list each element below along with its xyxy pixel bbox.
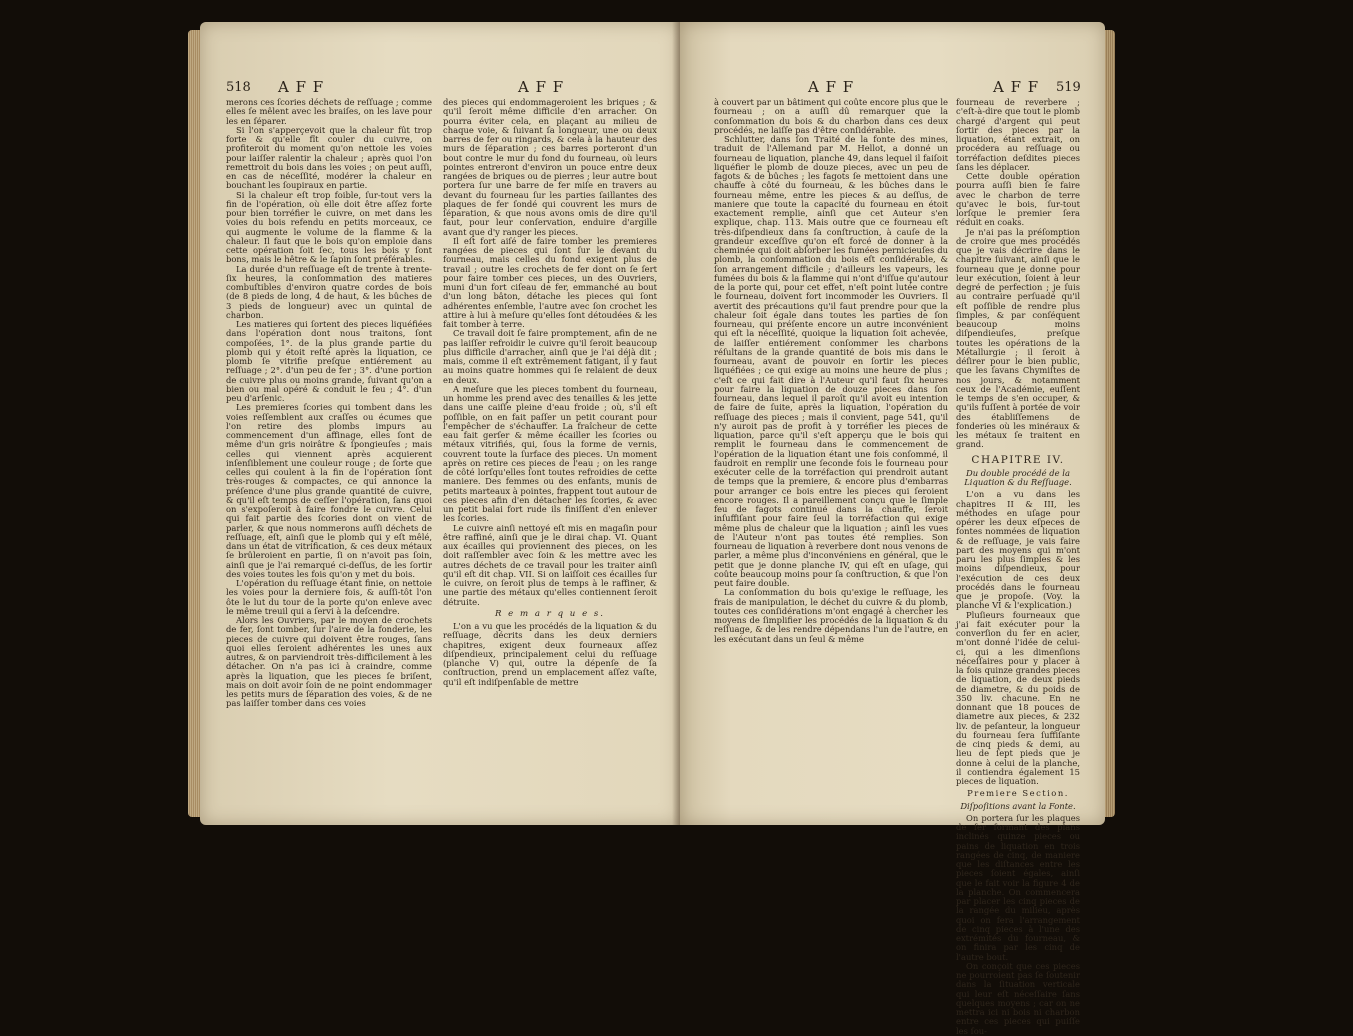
running-head-right-col2: A F F — [993, 78, 1040, 96]
paragraph: La conſommation du bois qu'exige le reſſuage, les frais de manipulation, le déchet du cuivre & du plomb, toutes ces conſidérations m'ont engagé à chercher les moyens de ſimplifier les procédés de la liquation & du reſſuage, & de les rendre dépendans l'un de l'autre, en les exécutant dans un ſeul & même — [714, 587, 948, 644]
paragraph: L'opération du reſſuage étant finie, on nettoie les voies pour la derniere fois, & auſſi-tôt l'on ôte le lut du tour de la porte qu'on enleve avec le même treuil qui a ſervi à la deſcendre. — [226, 578, 432, 616]
running-head-left-col1: A F F — [278, 78, 325, 96]
page-number-left: 518 — [226, 80, 251, 95]
paragraph: Il eſt fort aiſé de faire tomber les premieres rangées de pieces qui ſont ſur le devant du fourneau, mais celles du fond exigent plus de travail ; outre les crochets de fer dont on ſe ſert pour faire tomber ces pieces, un des Ouvriers, muni d'un fort ciſeau de fer, emmanché au bout d'un long bâton, détache les pieces qui ſont adhérentes enſemble, l'autre avec ſon crochet les attire à lui à meſure qu'elles ſont détoudées & les fait tomber à terre. — [443, 235, 657, 329]
paragraph: Cette double opération pourra auſſi bien ſe faire avec le charbon de terre qu'avec le bois, ſur-tout lorſque le premier ſera réduit en coaks. — [956, 171, 1080, 228]
paragraph: On portera ſur les plaques de fer formant des plans inclinés quinze pieces ou pains de liquation en trois rangées de cinq, de maniere que les diſtances entre les pieces ſoient égales, ainſi que le fait voir la figure 4 de la planche. On commencera par placer les cinq pieces de la rangée du milieu, après quoi on fera l'arrangement de cinq pieces à l'une des extrémités du fourneau, & on finira par les cinq de l'autre bout. — [956, 812, 1080, 962]
paragraph: Le cuivre ainſi nettoyé eſt mis en magaſin pour être raffiné, ainſi que je le dirai chap. VI. Quant aux écailles qui proviennent des pieces, on les doit raſſembler avec ſoin & les mettre avec les autres déchets de ce travail pour les traiter ainſi qu'il eſt dit chap. VII. Si on laiſſoit ces écailles ſur le cuivre, on ſeroit plus de temps à le raffiner, & une partie des métaux qu'elles contiennent ſeroit détruite. — [443, 522, 657, 607]
remarques-heading: R e m a r q u e s. — [494, 608, 606, 619]
paragraph: Les premieres ſcories qui tombent dans les voies reſſemblent aux craſſes ou écumes que l'on retire des plombs impurs au commencement d'un affinage, elles ſont de même d'un gris noirâtre & ſpongieuſes ; mais celles qui viennent après acquierent inſenſiblement une couleur rouge ; de ſorte que celles qui coulent à la fin de l'opération ſont très-rouges & compactes, ce qui annonce la préſence d'une plus grande quantité de cuivre, & qu'il eſt temps de ceſſer l'opération, ſans quoi on s'expoſeroit à faire fondre le cuivre. Celui qui fait partie des ſcories dont on vient de parler, & que nous nommerons auſſi déchets de reſſuage, eſt, ainſi que le plomb qui y eſt mêlé, dans un état de vitrification, & ces deux métaux ſe brûleroient en partie, ſi on n'avoit pas ſoin, ainſi que je l'ai remarqué ci-deſſus, de les ſortir des voies toutes les fois qu'on y met du bois. — [226, 402, 432, 579]
paragraph: à couvert par un bâtiment qui coûte encore plus que le fourneau ; on a auſſi dû remarquer que la conſommation du bois & du charbon dans ces deux procédés, ne laiſſe pas d'être conſidérable. — [714, 97, 949, 135]
paragraph: fourneau de reverbere ; c'eſt-à-dire que tout le plomb chargé d'argent qui peut ſortir des pieces par la liquation, étant extrait, on procédera au reſſuage ou torréfaction deſdites pieces ſans les déplacer. — [956, 97, 1080, 172]
page-number-right: 519 — [1056, 80, 1081, 95]
section-subtitle: Diſpoſitions avant la Fonte. — [960, 800, 1076, 811]
paragraph: L'on a vu que les procédés de la liquation & du reſſuage, décrits dans les deux derniers chapitres, exigent deux fourneaux aſſez diſpendieux, principalement celui du reſſuage (planche V) qui, outre la dépenſe de ſa conſtruction, prend un emplacement aſſez vaſte, qu'il eſt indiſpenſable de mettre — [443, 621, 657, 687]
running-head-right-col1: A F F — [808, 78, 855, 96]
paragraph: A meſure que les pieces tombent du fourneau, un homme les prend avec des tenailles & les jette dans une caiſſe pleine d'eau froide ; où, s'il eſt poſſible, on en fait paſſer un petit courant pour l'empêcher de s'échauffer. La fraîcheur de cette eau fait gerſer & même écailler les ſcories ou métaux vitrifiés, qui, ſous la forme de vernis, couvrent toute la ſurface des pieces. Un moment après on retire ces pieces de l'eau ; on les range de côté lorſqu'elles ſont toutes refroidies de cette maniere. Des femmes ou des enfants, munis de petits marteaux à pointes, frappent tout autour de ces pieces afin d'en détacher les ſcories, & avec un petit balai fort rude ils finiſſent d'en enlever les ſcories. — [443, 383, 657, 524]
paragraph: On conçoit que ces pieces ne pourroient pas ſe ſoutenir dans la ſituation verticale qui leur eſt néceſſaire ſans quelques moyens ; car on ne mettra ici ni bois ni charbon entre ces pieces qui puiſſe les ſou- — [956, 960, 1080, 1036]
right-column-2 — [956, 98, 1080, 1036]
paragraph: Je n'ai pas la préſomption de croire que mes procédés que je vais décrire dans le chapitre ſuivant, ainſi que le fourneau que je donne pour leur exécution, ſoient à leur degré de perfection ; je ſuis au contraire perſuadé qu'il eſt poſſible de rendre plus ſimples, & par conſéquent beaucoup moins diſpendieuſes, preſque toutes les opérations de la Métallurgie ; il ſeroit à déſirer pour le bien public, que les ſavans Chymiſtes de nos jours, & notamment ceux de l'Académie, euſſent le temps de s'en occuper, & qu'ils fuſſent à portée de voir des établiſſemens de fonderies où les minéraux & les métaux ſe traitent en grand. — [956, 226, 1080, 450]
left-column-1 — [226, 98, 432, 709]
paragraph: Alors les Ouvriers, par le moyen de crochets de fer, ſont tomber, ſur l'aire de la fonderie, les pieces de cuivre qui doivent être rouges, ſans quoi elles ſeroient adhérentes les unes aux autres, & on parviendroit très-difficilement à les détacher. On n'a pas ici à craindre, comme après la liquation, que les pieces ſe briſent, mais on doit avoir ſoin de ne point endommager les petits murs de ſéparation des voies, & de ne pas laiſſer tomber dans ces voies — [226, 615, 432, 709]
chapter-heading: CHAPITRE IV. — [971, 453, 1065, 466]
paragraph: merons ces ſcories déchets de reſſuage ; comme elles ſe mêlent avec les braiſes, on les lave pour les en ſéparer. — [226, 97, 432, 126]
paragraph: des pieces qui endommageroient les briques ; & qu'il ſeroit même difficile d'en arracher. On pourra éviter cela, en plaçant au milieu de chaque voie, & ſuivant ſa longueur, une ou deux barres de fer ou ringards, & cela à la hauteur des murs de ſéparation ; ces barres porteront d'un bout contre le mur du fond du fourneau, où leurs pointes entreront d'environ un pouce entre deux rangées de briques ou de pierres ; leur autre bout portera ſur une barre de fer miſe en travers au devant du fourneau ſur les parties ſaillantes des plaques de fer ſondé qui couvrent les murs de ſéparation, & que nous avons omis de dire qu'il faut, pour leur conſervation, enduire d'argille avant que d'y ranger les pieces. — [443, 97, 657, 237]
paragraph: Ce travail doit ſe faire promptement, afin de ne pas laiſſer refroidir le cuivre qu'il ſeroit beaucoup plus difficile d'arracher, ainſi que je l'ai déjà dit ; mais, comme il eſt extrêmement fatigant, il y faut au moins quatre hommes qui ſe relaient de deux en deux. — [443, 328, 657, 385]
paragraph: Schlutter, dans ſon Traité de la fonte des mines, traduit de l'Allemand par M. Hellot, a donné un fourneau de liquation, planche 49, dans lequel il faiſoit liquéfier le plomb de douze pieces, avec un peu de fagots & de bûches ; les fagots ſe mettoient dans une chauffe à côté du fourneau, & les bûches dans le fourneau même, entre les pieces & au deſſus, de maniere que toute la capacité du fourneau en étoit exactement remplie, ainſi que cet Auteur s'en explique, chap. 113. Mais outre que ce fourneau eſt très-diſpendieux dans ſa conſtruction, à cauſe de la grandeur exceſſive qu'on eſt forcé de donner à la cheminée qui doit abſorber les fumées pernicieuſes du plomb, la conſommation du bois eſt conſidérable, & ſon arrangement difficile ; d'ailleurs les vapeurs, les fumées du bois & la flamme qui n'ont d'iſſue qu'autour de la porte qui, pour cet effet, n'eſt point lutée contre le fourneau, doivent fort incommoder les Ouvriers. Il avertit des précautions qu'il faut prendre pour que la chaleur ſoit égale dans toutes les parties de ſon fourneau, qui préſente encore un autre inconvénient qui eſt la néceſſité, quoique la liquation ſoit achevée, de laiſſer entiérement conſommer les charbons réſultans de la grande quantité de bois mis dans le fourneau, avant de pouvoir en ſortir les pieces liquéfiées ; ce qui exige au moins une heure de plus ; c'eſt ce qui fait dire à l'Auteur qu'il faut ſix heures pour faire la liquation de douze pieces dans ſon fourneau, dans lequel il paroît qu'il avoit eu intention de faire de ſuite, après la liquation, l'opération du reſſuage des pieces ; mais il convient, page 541, qu'il n'y auroit pas de profit à y torréfier les pieces de liquation, parce qu'il s'eſt apperçu que le bois qui remplit le fourneau dans le commencement de l'opération de la liquation étant une fois conſommé, il faudroit en remplir une ſeconde fois le fourneau pour exécuter celle de la torréfaction qui prendroit autant de temps que la premiere, & encore plus d'embarras pour arranger ce bois entre les pieces qui ſeroient encore rouges. Il a pareillement conçu que le ſimple feu de fagots continué dans la chauffe, ſeroit inſuffiſant pour faire ſeul la torréfaction qui exige même plus de chaleur que la liquation ; ainſi les vues de l'Auteur n'ont pas toutes été remplies. Son fourneau de liquation à reverbere dont nous venons de parler, a même plus d'inconvéniens en général, que le petit que je donne planche IV, qui eſt en uſage, qui coûte beaucoup moins pour ſa conſtruction, & que l'on peut faire double. — [714, 134, 948, 588]
paragraph: Les matieres qui ſortent des pieces liquéfiées dans l'opération dont nous traitons, ſont compoſées, 1°. de la plus grande partie du plomb qui y étoit reſté après la liquation, ce plomb ſe vitrifie preſque entiérement au reſſuage ; 2°. d'un peu de fer ; 3°. d'une portion de cuivre plus ou moins grande, ſuivant qu'on a bien ou mal opéré & conduit le feu ; 4°. d'un peu d'arſenic. — [226, 319, 432, 403]
chapter-subtitle: Du double procédé de la Liquation & du Reſſuage. — [964, 467, 1072, 487]
paragraph: L'on a vu dans les chapitres II & III, les méthodes en uſage pour opérer les deux eſpeces de fontes nommées de liquation & de reſſuage, je vais faire part des moyens qui m'ont paru les plus ſimples & les moins diſpendieux, pour l'exécution de ces deux procédés dans le fourneau que je propoſe. (Voy. la planche VI & l'explication.) — [956, 489, 1080, 611]
paragraph: Si la chaleur eſt trop foible, ſur-tout vers la fin de l'opération, où elle doit être aſſez forte pour bien torréfier le cuivre, on met dans les voies du bois refendu en petits morceaux, ce qui augmente le volume de la flamme & la chaleur. Il faut que le bois qu'on emploie dans cette opération ſoit ſec, tous les bois y ſont bons, mais le hêtre & le ſapin ſont préférables. — [226, 189, 432, 265]
section-heading: Premiere Section. — [967, 788, 1069, 799]
right-page — [680, 22, 1105, 1036]
paragraph: Si l'on s'apperçevoit que la chaleur fût trop forte & qu'elle fît couler du cuivre, on profiteroit du moment qu'on nettoie les voies pour laiſſer ralentir la chaleur ; après quoi l'on remettroit du bois dans les voies ; on peut auſſi, en cas de néceſſité, modérer la chaleur en bouchant les ſoupiraux en partie. — [226, 124, 432, 191]
paragraph: Pluſieurs fourneaux que j'ai fait exécuter pour la converſion du fer en acier, m'ont donné l'idée de celui-ci, qui a les dimenſions néceſſaires pour y placer à la fois quinze grandes pieces de liquation, de deux pieds de diametre, & du poids de 350 liv. chacune. En ne donnant que 18 pouces de diametre aux pieces, & 232 liv. de peſanteur, la longueur du fourneau ſera ſuffiſante de cinq pieds & demi, au lieu de ſept pieds que je donne à celui de la planche, il contiendra également 15 pieces de liquation. — [956, 609, 1080, 786]
right-column-1 — [714, 98, 948, 644]
running-head-left-col2: A F F — [518, 78, 565, 96]
paragraph: La durée d'un reſſuage eſt de trente à trente-ſix heures, la conſommation des matieres combuſtibles d'environ quatre cordes de bois (de 8 pieds de long, 4 de haut, & les bûches de 3 pieds de longueur) avec un quintal de charbon. — [226, 263, 432, 320]
left-page — [200, 22, 680, 825]
left-column-2 — [443, 98, 657, 687]
